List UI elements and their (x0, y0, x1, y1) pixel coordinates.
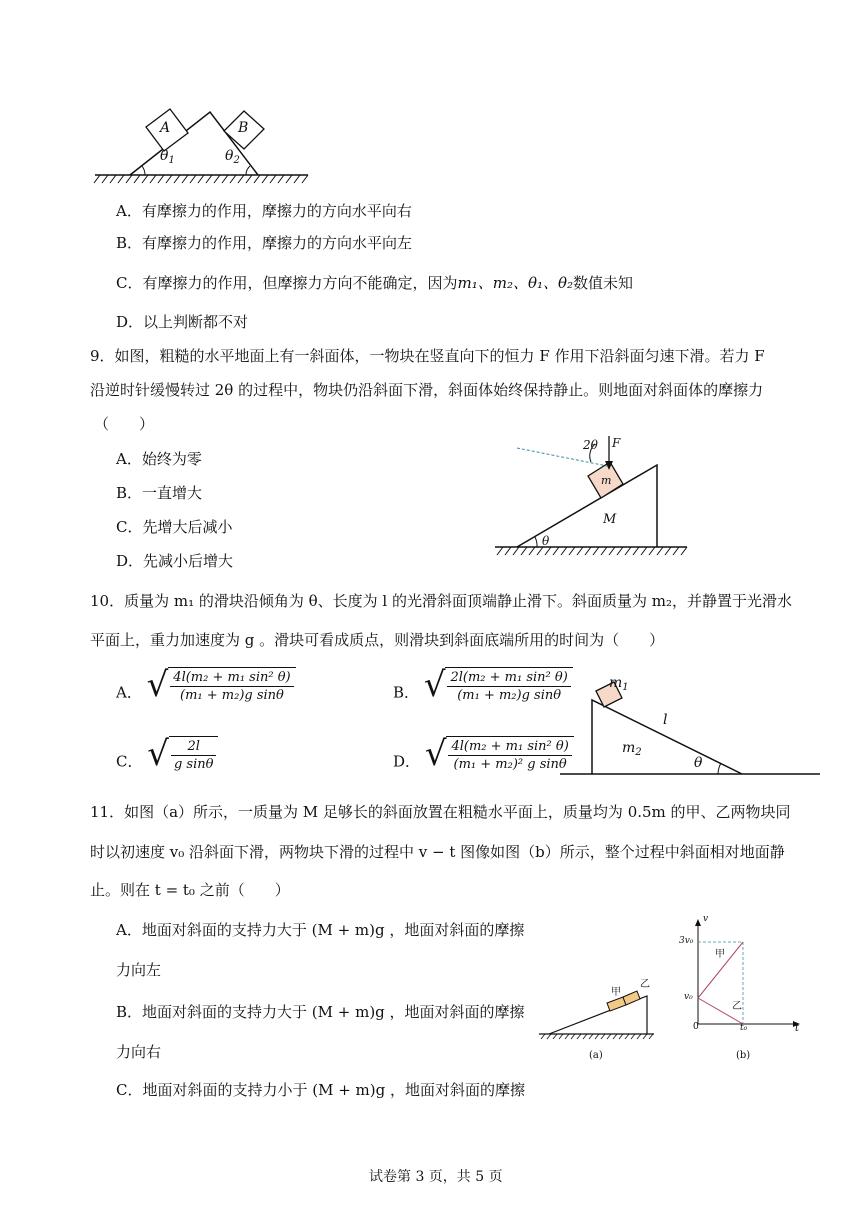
q9-fig-F: F (612, 436, 621, 450)
q10-option-b: B． √ $\frac{\text{2l(m₂ + m₁ sin² θ)}}{\text{(m₁ + m₂)g sinθ}}$ (393, 667, 573, 703)
q8-option-c: C．有摩擦力的作用，但摩擦力方向不能确定，因为m₁、m₂、θ₁、θ₂数值未知 (116, 274, 634, 292)
q11-fig-yi-a: 乙 (640, 979, 650, 990)
q11-option-c-line1: C．地面对斜面的支持力小于 (M + m)g ，地面对斜面的摩擦 (116, 1081, 526, 1099)
q10-option-a: A． √ $\frac{\text{4l(m₂ + m₁ sin² θ)}}{\text{(m₁ + m₂)g sinθ}}$ (116, 667, 296, 703)
q11-option-b-line2: 力向右 (116, 1043, 162, 1061)
q9-fig-M: M (603, 512, 617, 527)
q10-figure (558, 672, 823, 782)
q11-fig-yi-b: 乙 (732, 1001, 742, 1012)
q9-option-c: C．先增大后减小 (116, 518, 233, 536)
q10-fig-m2: $m_2$ (622, 740, 642, 758)
q9-stem-line3: （ ） (94, 415, 155, 433)
q11-fig-t-axis: t (795, 1023, 800, 1034)
q11-figure-b (680, 912, 810, 1037)
q11-option-a-line1: A．地面对斜面的支持力大于 (M + m)g ，地面对斜面的摩擦 (116, 921, 525, 939)
q11-fig-origin: 0 (693, 1022, 699, 1032)
q11-fig-jia-b: 甲 (715, 949, 725, 960)
q8-theta1: $\theta_1$ (160, 148, 175, 166)
q10-stem-line2: 平面上，重力加速度为 g 。滑块可看成质点，则滑块到斜面底端所用的时间为（ ） (90, 631, 665, 649)
q11-fig-t0: t₀ (740, 1023, 748, 1033)
q10-option-d: D． √ $\frac{\text{4l(m₂ + m₁ sin² θ)}}{\text{(m₁ + m₂)² g sinθ}}$ (393, 736, 574, 772)
q11-fig-3v0: 3v₀ (679, 936, 694, 946)
q10-stem-line1: 10．质量为 m₁ 的滑块沿倾角为 θ、长度为 l 的光滑斜面顶端静止滑下。斜面质量为 m₂，并静置于光滑水 (90, 592, 793, 610)
page-footer: 试卷第 3 页，共 5 页 (369, 1169, 503, 1185)
q11-option-a-line2: 力向左 (116, 961, 162, 979)
q9-stem-line1: 9．如图，粗糙的水平地面上有一斜面体，一物块在竖直向下的恒力 F 作用下沿斜面匀速下滑。若力 F (90, 347, 765, 365)
q10-fig-l: l (663, 712, 668, 728)
q9-option-d: D．先减小后增大 (116, 552, 234, 570)
q8-figure (90, 95, 320, 190)
q9-fig-m: m (601, 474, 612, 487)
q11-fig-v-axis: v (703, 914, 709, 924)
q8-option-b: B．有摩擦力的作用，摩擦力的方向水平向左 (116, 234, 413, 252)
q11-stem-line1: 11．如图（a）所示，一质量为 M 足够长的斜面放置在粗糙水平面上，质量均为 0.5m 的甲、乙两物块同 (90, 803, 791, 821)
q8-theta2: $\theta_2$ (225, 148, 240, 166)
q10-option-c: C． √ $\frac{2l}{\text{g sinθ}}$ (116, 736, 218, 772)
q9-fig-2theta: 2θ (583, 438, 598, 452)
q9-stem-line2: 沿逆时针缓慢转过 2θ 的过程中，物块仍沿斜面下滑，斜面体始终保持静止。则地面对斜面体的摩擦力 (90, 381, 764, 399)
q8-label-b: B (238, 120, 249, 136)
q8-option-a: A．有摩擦力的作用，摩擦力的方向水平向右 (116, 202, 412, 220)
q10-fig-m1: $m_1$ (609, 675, 629, 693)
q11-option-b-line1: B．地面对斜面的支持力大于 (M + m)g ，地面对斜面的摩擦 (116, 1003, 525, 1021)
q9-fig-theta: θ (542, 534, 550, 548)
q11-fig-a-label: (a) (589, 1050, 603, 1061)
q9-option-b: B．一直增大 (116, 484, 203, 502)
q11-fig-v0: v₀ (684, 992, 693, 1002)
q9-option-a: A．始终为零 (116, 450, 202, 468)
q11-fig-jia-a: 甲 (611, 987, 621, 998)
q8-option-d: D．以上判断都不对 (116, 313, 249, 331)
q11-stem-line2: 时以初速度 v₀ 沿斜面下滑，两物块下滑的过程中 v − t 图像如图（b）所示，整个过程中斜面相对地面静 (90, 843, 785, 861)
q10-fig-theta: θ (694, 755, 703, 771)
q11-fig-b-label: (b) (736, 1050, 751, 1061)
q11-figure-a (537, 975, 657, 1045)
q8-label-a: A (160, 120, 171, 136)
q11-stem-line3: 止。则在 t = t₀ 之前（ ） (90, 881, 290, 899)
